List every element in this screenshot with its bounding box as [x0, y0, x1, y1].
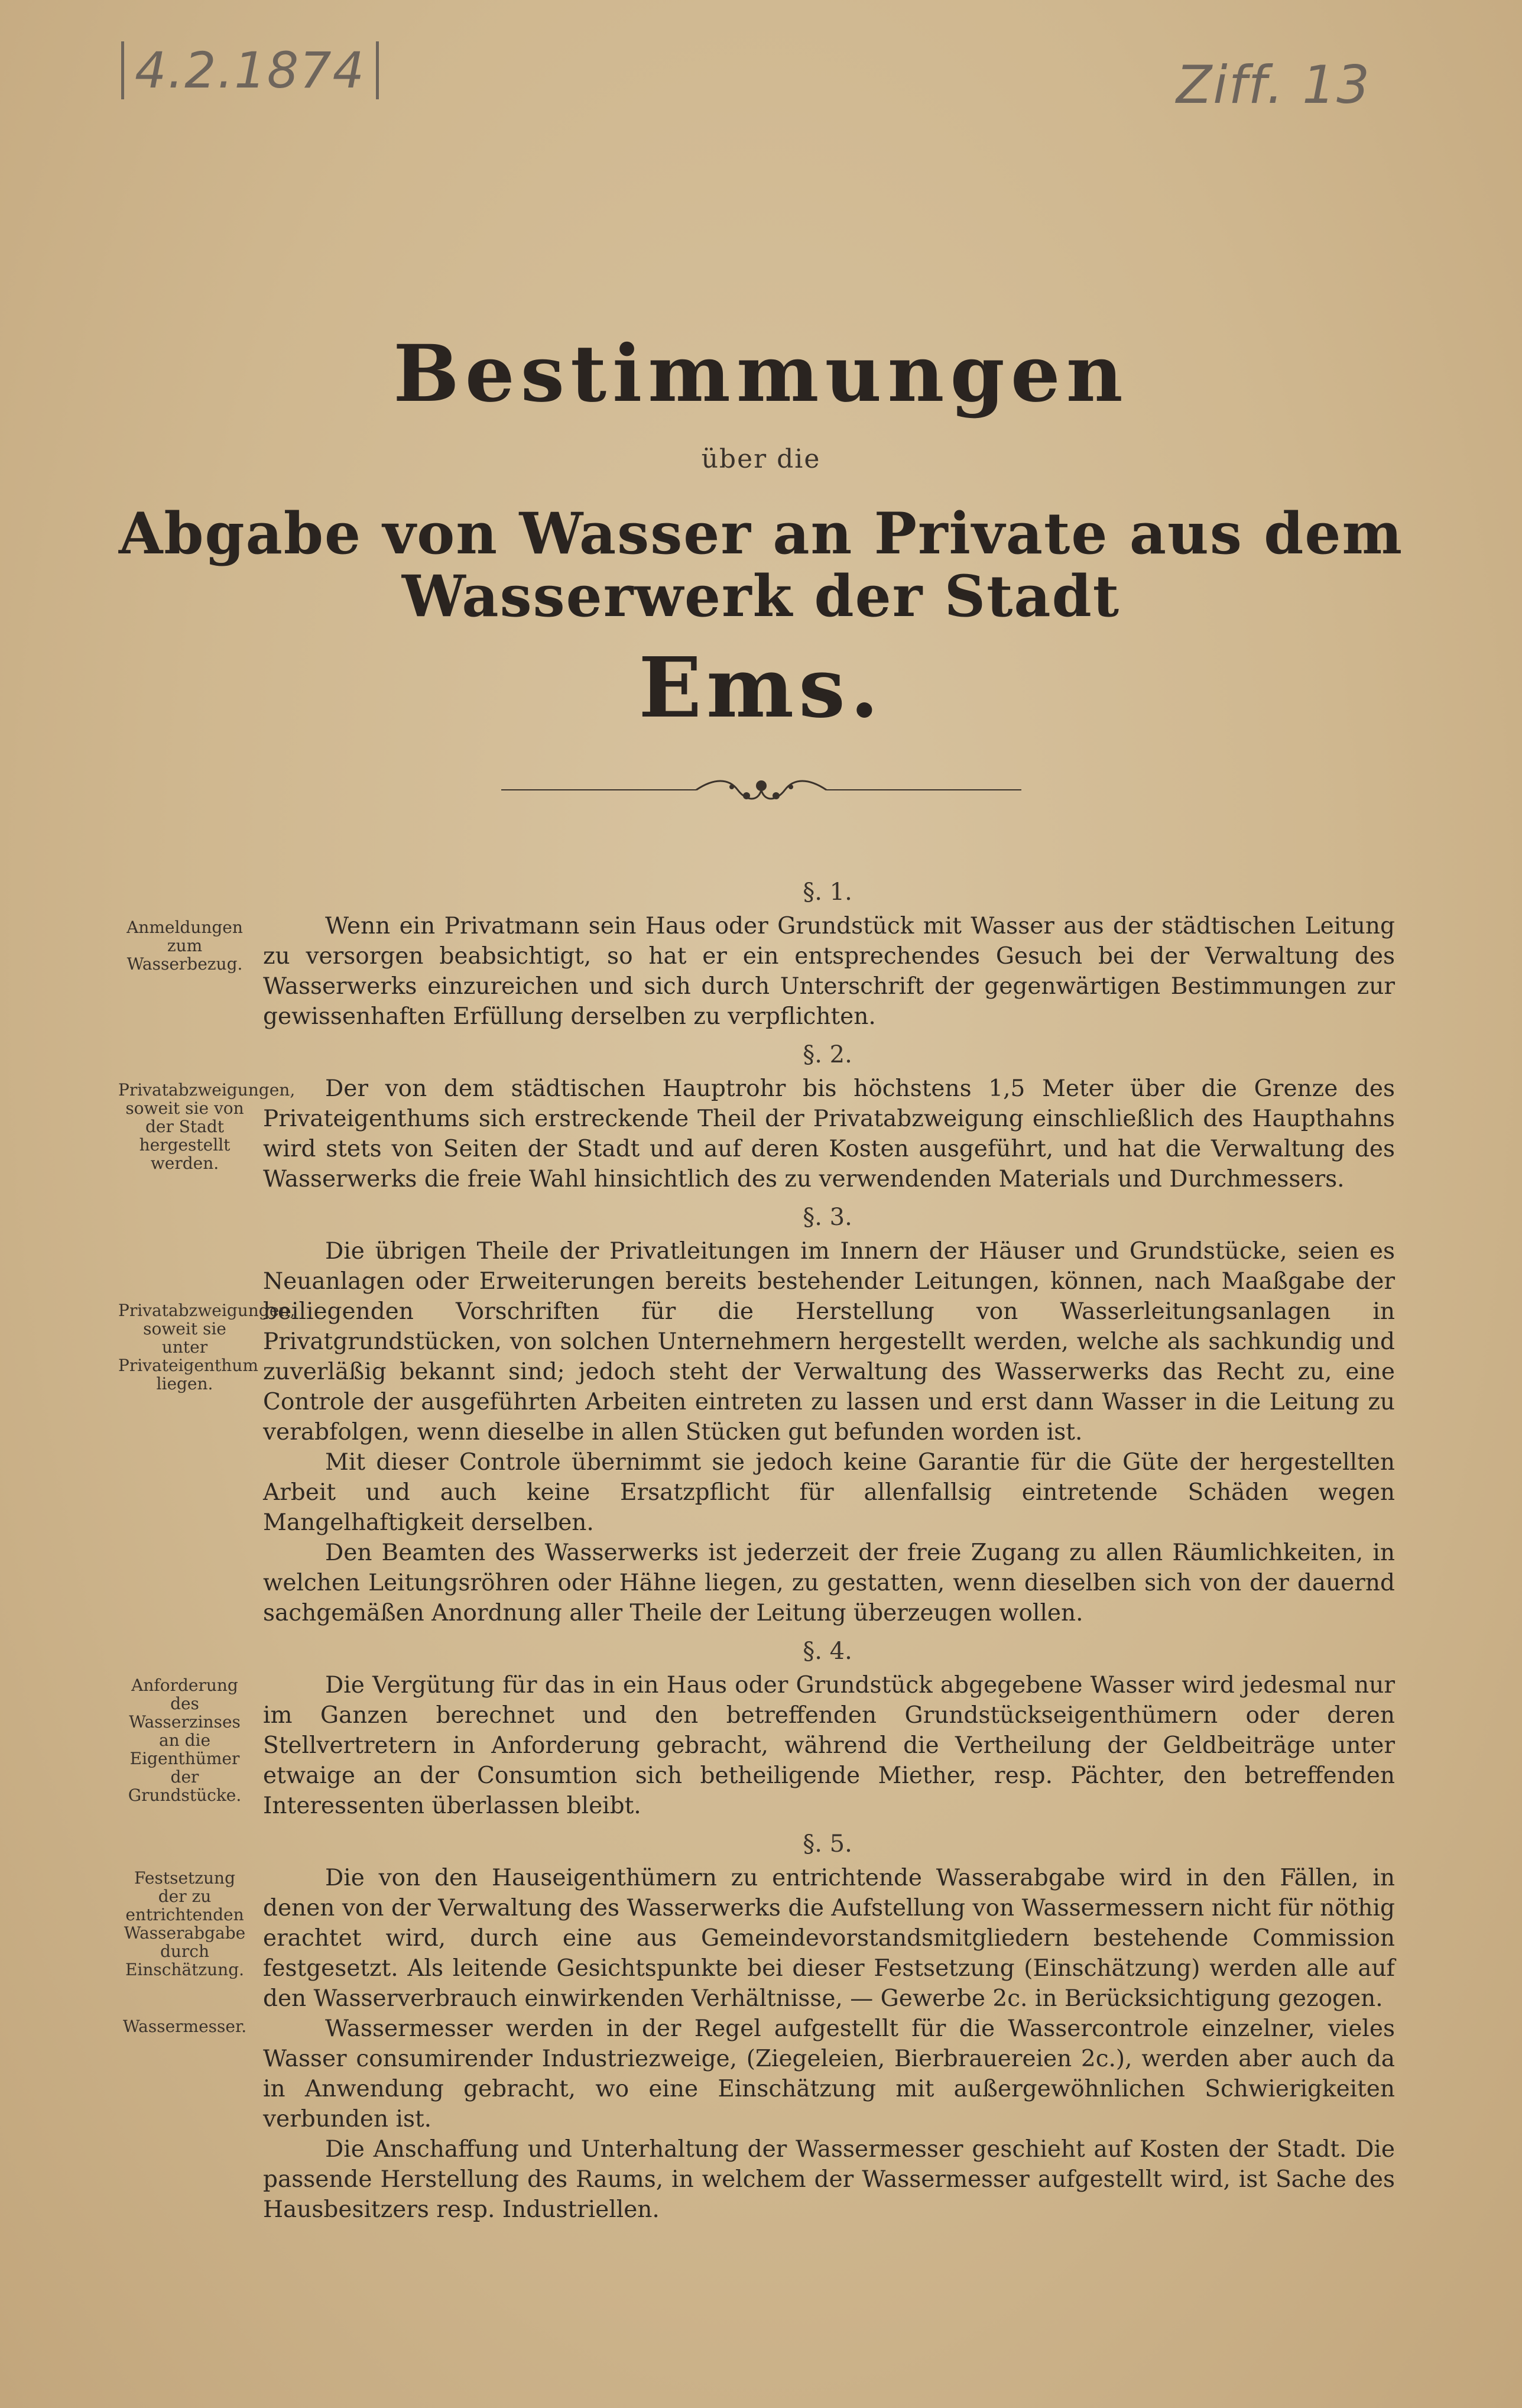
section-5-water-meters: [118, 2014, 1395, 2225]
title-sub: über die: [701, 444, 821, 475]
section-2-paragraph: Der von dem städtischen Hauptrohr bis höchstens 1,5 Meter über die Grenze des Privateigenthums sich erstreckende Theil der Privatabzweigung einschließlich des Haupthahns wird stets von Seiten der Stadt und auf deren Kosten ausgeführt, und hat die Verwaltung des Wasserwerks die freie Wahl hinsichtlich des zu verwendenden Materials und Durchmessers.: [263, 1075, 1395, 1192]
section-2-content: [263, 1074, 1395, 1194]
section-3-heading: §. 3.: [803, 1204, 852, 1231]
section-5-heading: §. 5.: [803, 1830, 852, 1858]
section-5-paragraph: Die von den Hauseigenthümern zu entrichtende Wasserabgabe wird in den Fällen, in denen von der Verwaltung des Wasserwerks die Aufstellung von Wassermessern nicht für nöthig erachtet wird, durch eine aus Gemeindevorstandsmitgliedern bestehende Commission festgesetzt. Als leitende Gesichtspunkte bei dieser Festsetzung (Einschätzung) werden alle auf den Wasserverbrauch einwirkenden Verhältnisse, — Gewerbe 2c. in Berücksichtigung gezogen.: [263, 1865, 1395, 2012]
section-5: [118, 1863, 1395, 2014]
section-5-content: [263, 1863, 1395, 2014]
section-1-heading: §. 1.: [803, 879, 852, 906]
section-4-margin-note: Anforderung des Wasserzinses an die Eigenthümer der Grundstücke.: [128, 1675, 242, 1805]
section-1: [118, 911, 1395, 1032]
section-4-heading: §. 4.: [803, 1638, 852, 1665]
section-3-paragraph-2: Mit dieser Controle übernimmt sie jedoch keine Garantie für die Güte der hergestellten Arbeit und auch keine Ersatzpflicht für allenfallsig eintretende Schäden wegen Mangelhaftigkeit derselben.: [263, 1449, 1395, 1536]
section-4-content: [263, 1670, 1395, 1821]
section-4: [118, 1670, 1395, 1821]
section-2-heading: §. 2.: [803, 1041, 852, 1068]
handwritten-date: 4.2.1874: [121, 41, 379, 99]
section-3-content: [263, 1236, 1395, 1628]
document-body: [118, 869, 1395, 2225]
section-2: [118, 1074, 1395, 1194]
title-block: [0, 328, 1522, 811]
section-5-margin-note: Festsetzung der zu entrichtenden Wasserabgabe durch Einschätzung.: [124, 1868, 246, 1979]
section-3-paragraph-3: Den Beamten des Wasserwerks ist jederzeit der freie Zugang zu allen Räumlichkeiten, in welchen Leitungsröhren oder Hähne liegen, zu gestatten, wenn dieselben sich von der dauernd sachgemäßen Anordnung aller Theile der Leitung überzeugen wollen.: [263, 1540, 1395, 1626]
section-1-content: [263, 911, 1395, 1032]
handwritten-reference: Ziff. 13: [1176, 54, 1371, 115]
water-meters-content: [263, 2014, 1395, 2225]
section-3: [118, 1236, 1395, 1628]
section-3-margin-note: Privatabzweigungen, soweit sie unter Privateigenthum liegen.: [118, 1301, 296, 1393]
ornament-divider-icon: [495, 769, 1027, 811]
water-meters-paragraph-1: Wassermesser werden in der Regel aufgestellt für die Wassercontrole einzelner, vieles Wasser consumirender Industriezweige, (Ziegeleien, Bierbrauereien 2c.), werden aber auch da in Anwendung gebracht, wo eine Einschätzung mit außergewöhnlichen Schwierigkeiten verbunden ist.: [263, 2015, 1395, 2132]
section-1-paragraph: Wenn ein Privatmann sein Haus oder Grundstück mit Wasser aus der städtischen Leitung zu versorgen beabsichtigt, so hat er ein entsprechendes Gesuch bei der Verwaltung des Wasserwerks einzureichen und sich durch Unterschrift der gegenwärtigen Bestimmungen zur gewissenhaften Erfüllung derselben zu verpflichten.: [263, 913, 1395, 1030]
title-subject: Abgabe von Wasser an Private aus dem Wasserwerk der Stadt: [118, 500, 1404, 630]
section-3-paragraph-1: Die übrigen Theile der Privatleitungen im Innern der Häuser und Grundstücke, seien es Neuanlagen oder Erweiterungen bereits bestehender Leitungen, können, nach Maaßgabe der beiliegenden Vorschriften für die Herstellung von Wasserleitungsanlagen in Privatgrundstücken, von solchen Unternehmern hergestellt werden, welche als sachkundig und zuverläßig bekannt sind; jedoch steht der Verwaltung des Wasserwerks das Recht zu, eine Controle der ausgeführten Arbeiten eintreten zu lassen und erst dann Wasser in die Leitung zu verabfolgen, wenn dieselbe in allen Stücken gut befunden worden ist.: [263, 1238, 1395, 1446]
document-title: Bestimmungen: [393, 328, 1129, 420]
section-2-margin-note: Privatabzweigungen, soweit sie von der Stadt hergestellt werden.: [118, 1080, 296, 1173]
section-4-paragraph: Die Vergütung für das in ein Haus oder Grundstück abgegebene Wasser wird jedesmal nur im Ganzen berechnet und den betreffenden Grundstückseigenthümern oder deren Stellvertretern in Anforderung gebracht, während die Vertheilung der Geldbeiträge unter etwaige an der Consumtion sich betheiligende Miether, resp. Pächter, den betreffenden Interessenten überlassen bleibt.: [263, 1672, 1395, 1819]
title-city: Ems.: [638, 640, 884, 737]
water-meters-margin-note: Wassermesser.: [122, 2017, 247, 2036]
water-meters-paragraph-2: Die Anschaffung und Unterhaltung der Wassermesser geschieht auf Kosten der Stadt. Die passende Herstellung des Raums, in welchem der Wassermesser aufgestellt wird, ist Sache des Hausbesitzers resp. Industriellen.: [263, 2136, 1395, 2223]
section-1-margin-note: Anmeldungen zum Wasserbezug.: [126, 918, 243, 974]
